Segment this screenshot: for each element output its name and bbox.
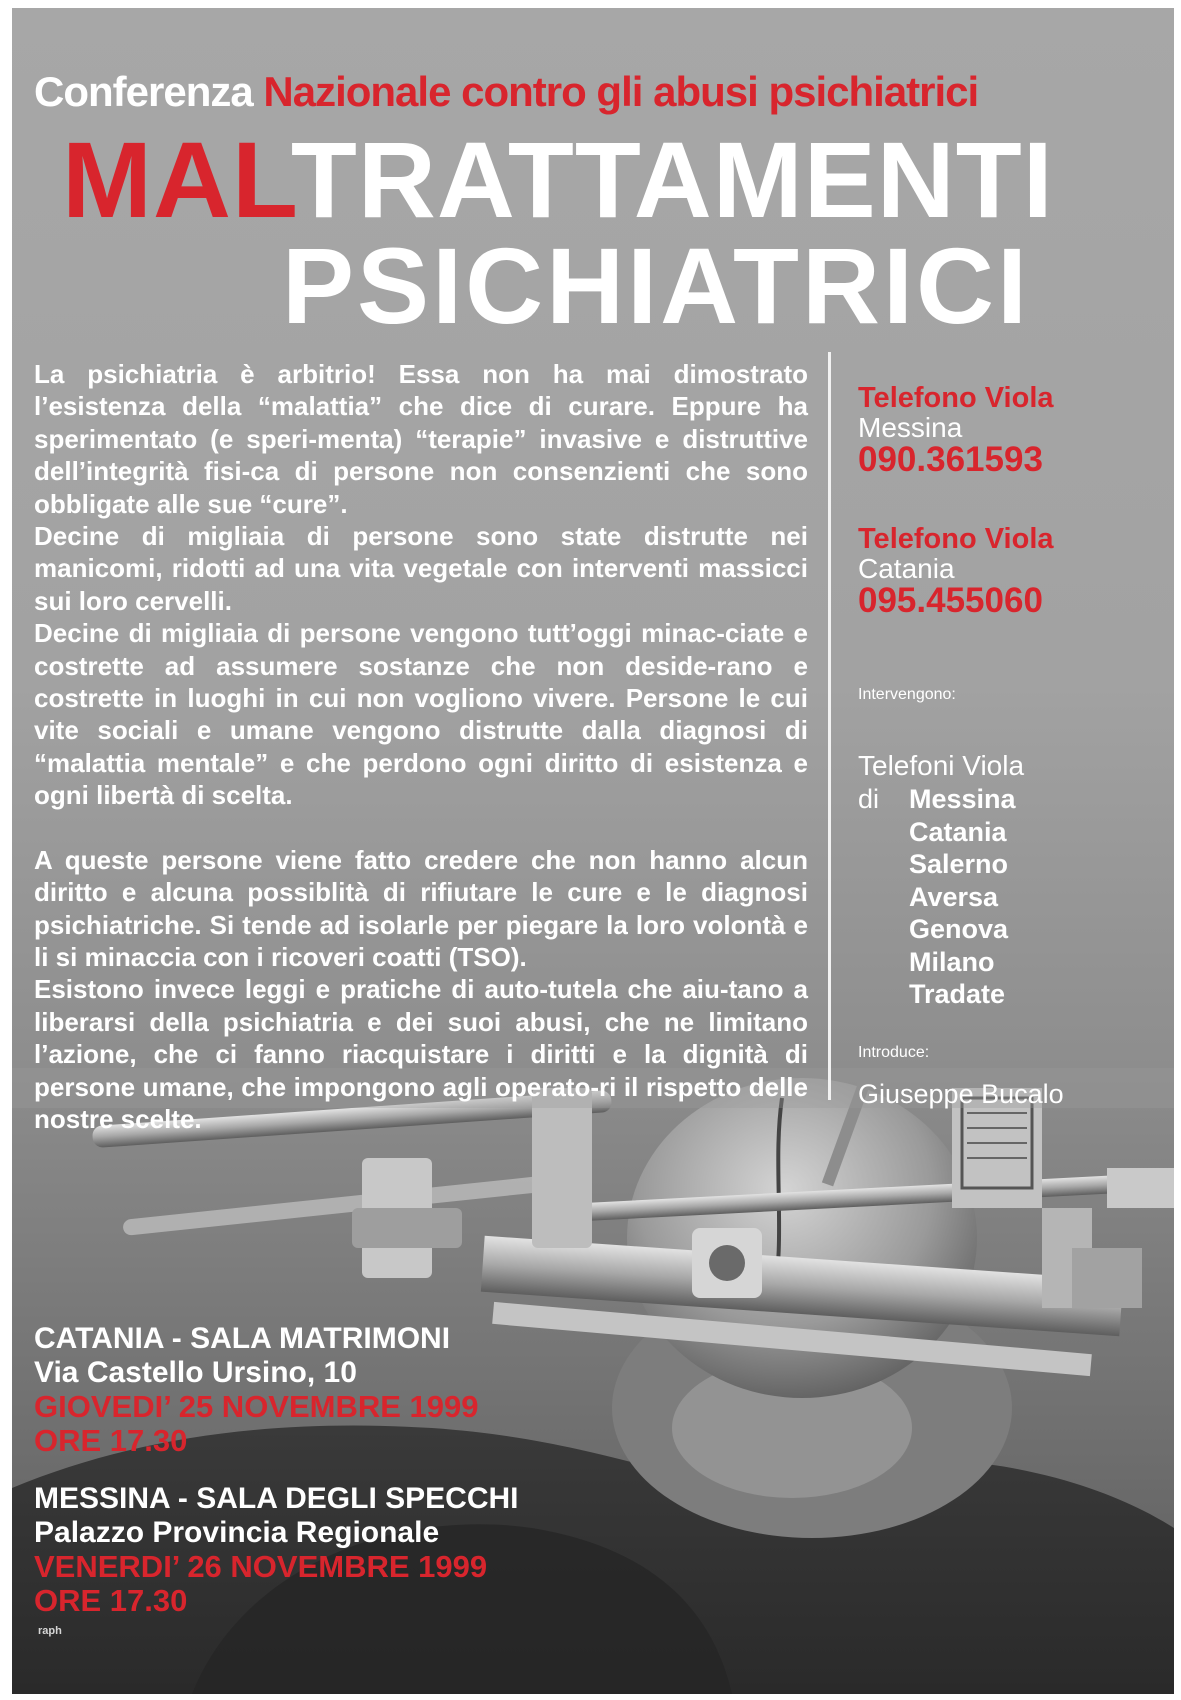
event-address: Via Castello Ursino, 10 (34, 1356, 357, 1389)
title-red-part: MAL (62, 119, 291, 240)
intro-name: Giuseppe Bucalo (858, 1079, 1064, 1109)
city-list (909, 783, 1016, 1011)
body-paragraph-5: Esistono invece leggi e pratiche di auto-tutela che aiu-tano a liberarsi della psichiatria e dei suoi abusi, che ne limitano l’azione, che ci fanno riacquistare i diritti e la dignità di persone umane, che impongono agli operato-ri il rispetto delle nostre scelte. (34, 974, 808, 1134)
phone-label: Telefono Viola (858, 523, 1054, 555)
event-date: VENERDI’ 26 NOVEMBRE 1999 (34, 1549, 488, 1584)
body-paragraph-2: Decine di migliaia di persone sono state distrutte nei manicomi, ridotti ad una vita vegetale con interventi massicci sui loro cervelli. (34, 521, 808, 616)
city-item: Aversa (909, 881, 999, 912)
speakers-group-label: Telefoni Viola (858, 750, 1025, 781)
event-date: GIOVEDI’ 25 NOVEMBRE 1999 (34, 1389, 479, 1424)
body-text (34, 358, 808, 1135)
event-catania (34, 1322, 479, 1458)
city-item: Salerno (909, 849, 1009, 879)
event-address: Palazzo Provincia Regionale (34, 1516, 440, 1549)
main-title-line2: PSICHIATRICI (282, 225, 1031, 346)
conference-subtitle: Nazionale contro gli abusi psichiatrici (263, 68, 979, 115)
phone-city: Catania (858, 553, 955, 584)
city-item: Milano (909, 946, 995, 977)
event-venue: CATANIA - SALA MATRIMONI (34, 1322, 451, 1355)
title-white-part: TRATTAMENTI (290, 119, 1054, 240)
speakers-label: Intervengono: (858, 686, 956, 703)
event-venue: MESSINA - SALA DEGLI SPECCHI (34, 1482, 519, 1515)
event-time: ORE 17.30 (34, 1583, 188, 1618)
poster (12, 8, 1174, 1694)
phone-label: Telefono Viola (858, 382, 1054, 414)
phone-number: 090.361593 (858, 440, 1043, 479)
main-title-line1 (62, 119, 1054, 240)
phone-block-messina (858, 382, 1054, 478)
event-messina (34, 1482, 518, 1618)
conferenza-label: Conferenza (34, 68, 253, 115)
city-item: Tradate (909, 979, 1006, 1009)
phone-block-catania (858, 523, 1054, 619)
city-item: Genova (909, 914, 1009, 944)
printer-credit-logo (38, 1626, 62, 1636)
conference-heading (34, 68, 978, 116)
event-time: ORE 17.30 (34, 1423, 188, 1458)
phone-number: 095.455060 (858, 581, 1043, 620)
intro-label: Introduce: (858, 1044, 930, 1061)
phone-city: Messina (858, 412, 963, 443)
city-item: Catania (909, 816, 1007, 847)
column-divider (828, 352, 831, 1100)
body-paragraph-1: La psichiatria è arbitrio! Essa non ha mai dimostrato l’esistenza della “malattia” che dice di curare. Eppure ha sperimentato (e speri-menta) “terapie” invasive e distruttive dell’integrità fisi-ca di persone non consenzienti che sono obbligate alle sue “cure”. (34, 359, 808, 519)
city-item: Messina (909, 784, 1016, 814)
credit-logo-text: raph (38, 1625, 62, 1637)
body-paragraph-4: A queste persone viene fatto credere che non hanno alcun diritto e alcuna possiblità di rifiutare le cure e le diagnosi psichiatriche. Si tende ad isolarle per piegare la loro volontà e li si minaccia con i ricoveri coatti (TSO). (34, 844, 808, 972)
di-label: di (858, 784, 880, 814)
body-paragraph-3: Decine di migliaia di persone vengono tutt’oggi minac-ciate e costrette ad assumere sostanze che non deside-rano e costrette in luoghi in cui non vogliono vivere. Persone le cui vite sociali e umane vengono distrutte dalla diagnosi di “malattia mentale” e che perdono ogni diritto di esistenza e ogni libertà di scelta. (34, 618, 808, 811)
